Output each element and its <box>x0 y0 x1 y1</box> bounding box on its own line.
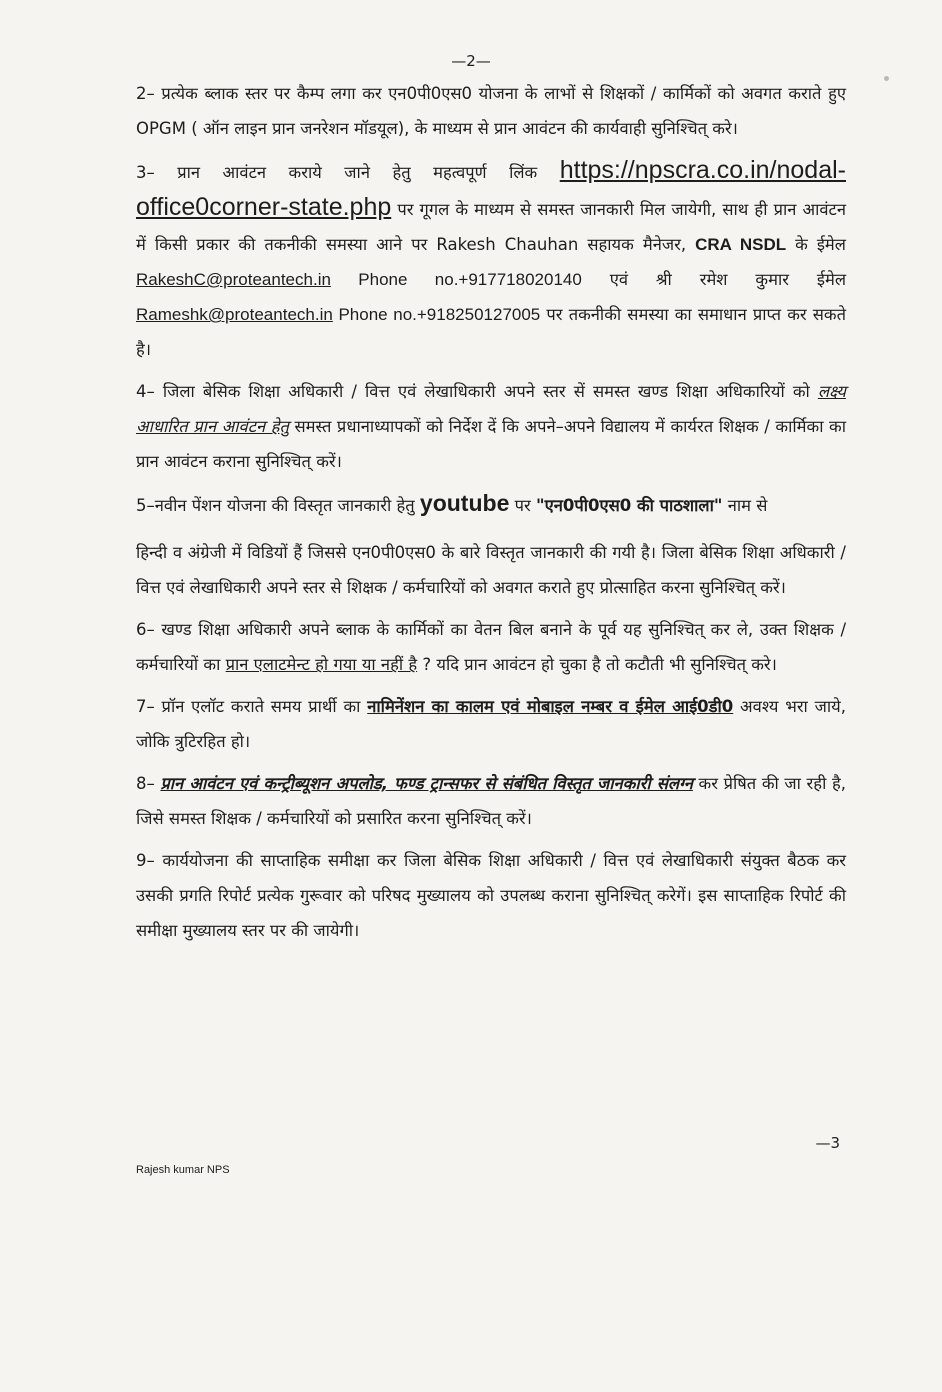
paragraph-5-middle: पर <box>509 496 536 515</box>
paragraph-5-suffix: नाम से <box>722 496 768 515</box>
paragraph-4-suffix: समस्त प्रधानाध्यापकों को निर्देश दें कि अपने–अपने विद्यालय में कार्यरत शिक्षक / कार्मिका का प्रान आवंटन कराना सुनिश्चित् करें। <box>136 417 846 471</box>
paragraph-9-text: 9– कार्ययोजना की साप्ताहिक समीक्षा कर जिला बेसिक शिक्षा अधिकारी / वित्त एवं लेखाधिकारी संयुक्त बैठक कर उसकी प्रगति रिपोर्ट प्रत्येक गुरूवार को परिषद मुख्यालय को उपलब्ध कराना सुनिश्चित् करेगें। इस साप्ताहिक रिपोर्ट की समीक्षा मुख्यालय स्तर पर की जायेगी। <box>136 851 846 940</box>
paragraph-2-text: 2– प्रत्येक ब्लाक स्तर पर कैम्प लगा कर एन0पी0एस0 योजना के लाभों से शिक्षकों / कार्मिकों को अवगत कराते हुए OPGM ( ऑन लाइन प्रान जनरेशन मॉडयूल), के माध्यम से प्रान आवंटन की कार्यवाही सुनिश्चित् करे। <box>136 84 846 138</box>
scan-speck <box>884 76 889 81</box>
paragraph-3 <box>136 153 846 367</box>
paragraph-5-continued-text: हिन्दी व अंग्रेजी में विडियों हैं जिससे एन0पी0एस0 के बारे विस्तृत जानकारी की गयी है। जिला बेसिक शिक्षा अधिकारी / वित्त एवं लेखाधिकारी अपने स्तर से शिक्षक / कर्मचारियों को अवगत कराते हुए प्रोत्साहित करना सुनिश्चित् करें। <box>136 543 846 597</box>
paragraph-4-emphasis: लक्ष्य आधारित प्रान आवंटन हेतु <box>136 382 846 436</box>
paragraph-4-prefix: 4– जिला बेसिक शिक्षा अधिकारी / वित्त एवं लेखाधिकारी अपने स्तर सें समस्त खण्ड शिक्षा अधिकारियों को <box>136 382 818 401</box>
rakesh-phone: Phone no.+917718020140 <box>330 270 582 289</box>
paragraph-8-suffix: कर प्रेषित की जा रही है, जिसे समस्त शिक्षक / कर्मचारियों को प्रसारित करना सुनिश्चित् करें। <box>136 774 846 828</box>
paragraph-3-email-intro: के ईमेल <box>786 235 846 254</box>
paragraph-8 <box>136 766 846 836</box>
paragraph-9 <box>136 843 846 948</box>
paragraph-3-middle: पर गूगल के माध्यम से समस्त जानकारी मिल जायेगी, साथ ही प्रान आवंटन में किसी प्रकार की तकनीकी समस्या आने पर Rakesh Chauhan सहायक मैनेजर, <box>136 200 846 254</box>
paragraph-7-emphasis: नामिनेंशन का कालम एवं मोबाइल नम्बर व ईमेल आई0डी0 <box>367 697 734 716</box>
paragraph-5-prefix: 5–नवीन पेंशन योजना की विस्तृत जानकारी हेतु <box>136 496 420 515</box>
paragraph-5 <box>136 486 846 523</box>
signature: Rajesh kumar NPS <box>136 1164 230 1176</box>
paragraph-5-continued <box>136 535 846 605</box>
letter-body <box>136 76 846 955</box>
paragraph-8-prefix: 8– <box>136 774 161 793</box>
next-page-marker: —3 <box>815 1134 840 1152</box>
rakesh-email-link[interactable]: RakeshC@proteantech.in <box>136 270 331 289</box>
ramesh-phone: Phone no.+918250127005 <box>332 305 541 324</box>
paragraph-2 <box>136 76 846 146</box>
youtube-label: youtube <box>419 490 510 516</box>
page-number: —2— <box>451 52 491 70</box>
paragraph-6-suffix: ? यदि प्रान आवंटन हो चुका है तो कटौती भी सुनिश्चित् करे। <box>417 655 777 674</box>
paragraph-7-prefix: 7– प्रॉन एलॉट कराते समय प्रार्थी का <box>136 697 368 716</box>
paragraph-3-suffix: पर तकनीकी समस्या का समाधान प्राप्त कर सकते है। <box>136 305 847 359</box>
nodal-office-link[interactable]: https://npscra.co.in/nodal-office0corner-state.php <box>136 156 846 221</box>
channel-name: "एन0पी0एस0 की पाठशाला" <box>536 496 723 515</box>
paragraph-6-emphasis: प्रान एलाटमेन्ट हो गया या नहीं है <box>225 655 418 674</box>
paragraph-3-prefix: 3– प्रान आवंटन कराये जाने हेतु महत्वपूर्ण लिंक <box>136 163 560 182</box>
paragraph-8-emphasis: प्रान आवंटन एवं कन्ट्रीब्यूशन अपलोड, फण्ड ट्रान्सफर से संबंधित विस्तृत जानकारी संलग्न <box>160 774 693 793</box>
ramesh-email-link[interactable]: Rameshk@proteantech.in <box>136 305 333 324</box>
paragraph-7 <box>136 689 846 759</box>
cra-nsdl-label: CRA NSDL <box>695 235 787 254</box>
paragraph-3-second-contact: एवं श्री रमेश कुमार ईमेल <box>581 270 847 289</box>
paragraph-6-prefix: 6– खण्ड शिक्षा अधिकारी अपने ब्लाक के कार्मिकों का वेतन बिल बनाने के पूर्व यह सुनिश्चित् कर ले, उक्त शिक्षक / कर्मचारियों का <box>136 620 846 674</box>
paragraph-7-suffix: अवश्य भरा जाये, जोकि त्रुटिरहित हो। <box>136 697 846 751</box>
paragraph-6 <box>136 612 846 682</box>
paragraph-4 <box>136 374 846 479</box>
